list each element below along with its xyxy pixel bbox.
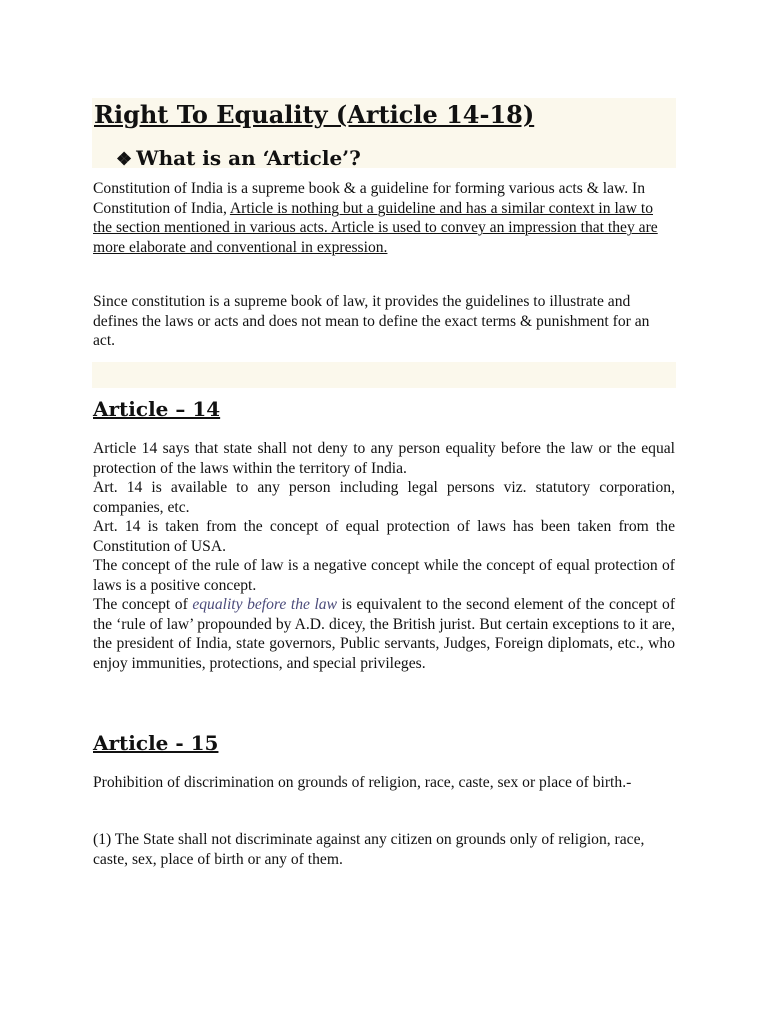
article-15-heading: Article - 15: [93, 731, 219, 755]
diamond-bullet-icon: ❖: [116, 149, 133, 170]
p5-pre-text: The concept of: [93, 596, 193, 613]
intro-underlined-text: Article is nothing but a guideline and has a similar context in law to the section mentioned in various acts. Article is used to convey an impression that they are more elaborate and conventional in expression.: [93, 199, 658, 256]
intro-plain-text: Constitution of India is a supreme book & a guideline for forming various acts & law. In Constitution of India,: [93, 180, 646, 217]
article-15-paragraph-2: (1) The State shall not discriminate against any citizen on grounds only of religion, race, caste, sex, place of birth or any of them.: [93, 831, 645, 868]
page-title: Right To Equality (Article 14-18): [94, 100, 535, 129]
subtitle-text: What is an ‘Article’?: [136, 146, 361, 170]
p5-emphasis-text: equality before the law: [192, 596, 337, 613]
intro-second-paragraph: Since constitution is a supreme book of law, it provides the guidelines to illustrate and defines the laws or acts and does not mean to define the exact terms & punishment for an act.: [93, 293, 650, 350]
article-14-paragraph-2: Art. 14 is available to any person including legal persons viz. statutory corporation, companies, etc.: [93, 479, 675, 516]
article-14-heading: Article – 14: [93, 397, 221, 421]
blank-highlight-band: [92, 362, 676, 388]
p5-post-text: is equivalent to the second element of the concept of the ‘rule of law’ propounded by A.D. dicey, the British jurist. But certain exceptions to it are, the president of India, state governors, Public servants, Judges, Foreign diplomats, etc., who enjoy immunities, protections, and special privileges.: [93, 596, 676, 672]
article-14-paragraph-5: [93, 595, 675, 673]
article-15-paragraph-1: Prohibition of discrimination on grounds of religion, race, caste, sex or place of birth.-: [93, 774, 632, 791]
article-14-paragraph-1: Article 14 says that state shall not deny to any person equality before the law or the equal protection of the laws within the territory of India.: [93, 440, 675, 477]
section-subtitle: [116, 146, 361, 170]
article-14-paragraph-3: Art. 14 is taken from the concept of equal protection of laws has been taken from the Constitution of USA.: [93, 518, 675, 555]
article-14-paragraph-4: The concept of the rule of law is a negative concept while the concept of equal protection of laws is a positive concept.: [93, 557, 675, 594]
intro-paragraph: [93, 179, 675, 257]
